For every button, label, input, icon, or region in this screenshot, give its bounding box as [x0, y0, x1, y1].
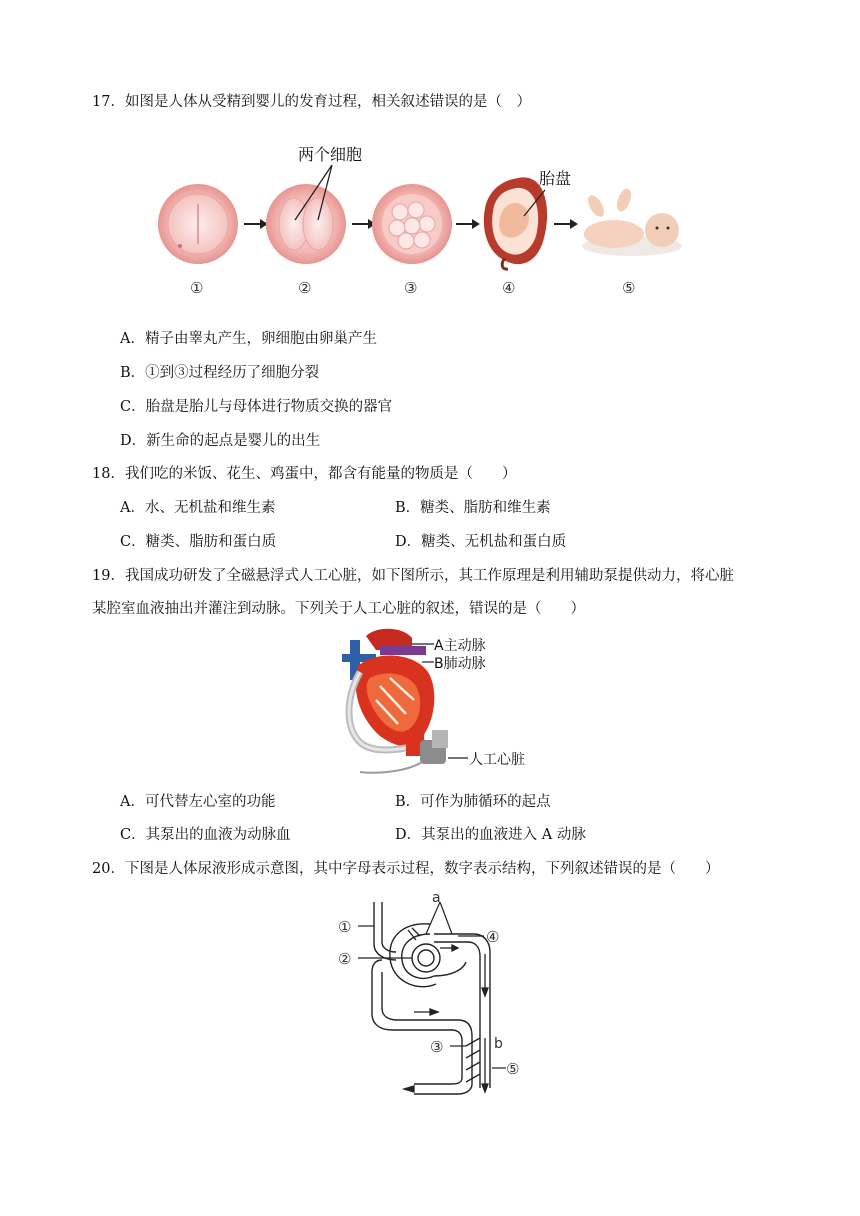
arrow-icon: [554, 219, 578, 229]
morula-image: [372, 184, 452, 264]
q18-option-b[interactable]: B．糖类、脂肪和维生素: [395, 500, 551, 516]
arrow-icon: [244, 219, 268, 229]
q19-option-d[interactable]: D．其泵出的血液进入 A 动脉: [395, 827, 586, 843]
q17-option-b[interactable]: B．①到③过程经历了细胞分裂: [120, 365, 320, 381]
structure-4-label: ④: [486, 928, 500, 946]
arrow-icon: [456, 219, 480, 229]
two-cells-label: 两个细胞: [298, 145, 363, 164]
stage-num-5: ⑤: [622, 279, 636, 297]
q18-stem: 18．我们吃的米饭、花生、鸡蛋中，都含有能量的物质是（ ）: [92, 466, 517, 482]
stage-num-2: ②: [298, 279, 312, 297]
artificial-heart-label: 人工心脏: [469, 752, 525, 768]
q19-stem-line1: 19．我国成功研发了全磁悬浮式人工心脏，如下图所示，其工作原理是利用辅助泵提供动力，将心脏: [92, 568, 734, 584]
q19-option-a[interactable]: A．可代替左心室的功能: [120, 794, 276, 810]
fetus-in-uterus-image: [484, 177, 547, 269]
placenta-label: 胎盘: [539, 169, 572, 188]
baby-image: [582, 187, 682, 256]
two-cell-image: [266, 184, 346, 264]
q18-option-d[interactable]: D．糖类、无机盐和蛋白质: [395, 534, 567, 550]
aorta-label: A主动脉: [434, 638, 486, 654]
structure-2-label: ②: [338, 950, 352, 968]
q19-option-b[interactable]: B．可作为肺循环的起点: [395, 794, 551, 810]
structure-5-label: ⑤: [506, 1060, 520, 1078]
q20-stem: 20．下图是人体尿液形成示意图，其中字母表示过程，数字表示结构，下列叙述错误的是（ ）: [92, 861, 720, 877]
q17-stem: 17．如图是人体从受精到婴儿的发育过程，相关叙述错误的是（ ）: [92, 94, 531, 110]
q17-option-c[interactable]: C．胎盘是胎儿与母体进行物质交换的器官: [120, 399, 393, 415]
structure-3-label: ③: [430, 1038, 444, 1056]
q18-option-a[interactable]: A．水、无机盐和维生素: [120, 500, 276, 516]
stage-num-4: ④: [502, 279, 516, 297]
process-b-label: b: [494, 1036, 503, 1052]
zygote-image: [158, 184, 238, 264]
q17-option-a[interactable]: A．精子由睾丸产生，卵细胞由卵巢产生: [120, 331, 377, 347]
stage-num-1: ①: [190, 279, 204, 297]
q19-artificial-heart-figure: [336, 626, 536, 778]
pulmonary-artery-label: B肺动脉: [434, 656, 486, 672]
q19-option-c[interactable]: C．其泵出的血液为动脉血: [120, 827, 291, 843]
q20-nephron-figure: [334, 888, 534, 1104]
process-a-label: a: [432, 890, 441, 906]
q19-stem-line2: 某腔室血液抽出并灌注到动脉。下列关于人工心脏的叙述，错误的是（ ）: [92, 601, 585, 617]
q18-option-c[interactable]: C．糖类、脂肪和蛋白质: [120, 534, 277, 550]
stage-num-3: ③: [404, 279, 418, 297]
q17-option-d[interactable]: D．新生命的起点是婴儿的出生: [120, 433, 321, 449]
structure-1-label: ①: [338, 918, 352, 936]
q17-development-figure: [150, 138, 710, 298]
